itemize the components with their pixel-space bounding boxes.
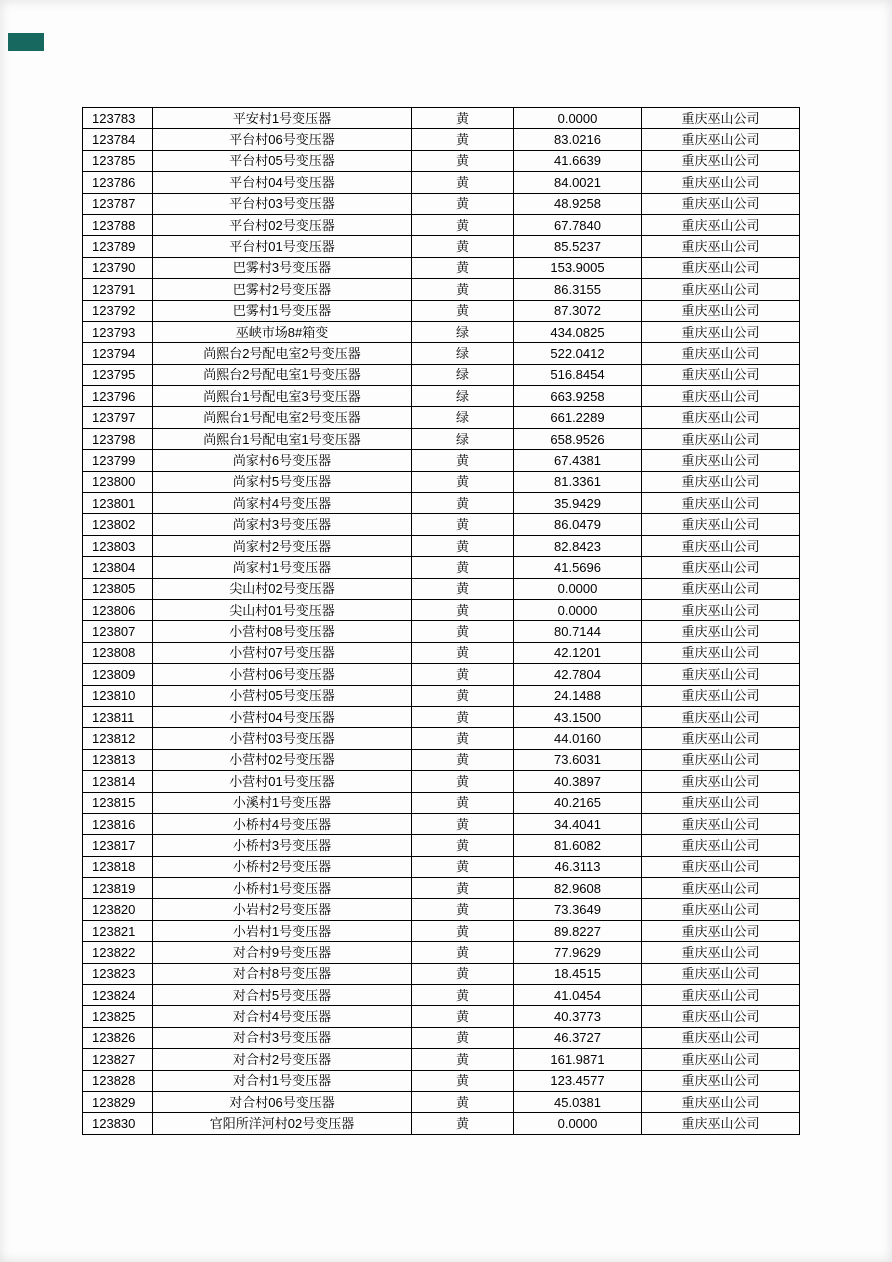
cell-name: 对合村4号变压器 — [153, 1006, 412, 1027]
cell-name: 小营村04号变压器 — [153, 706, 412, 727]
cell-name: 小桥村1号变压器 — [153, 878, 412, 899]
table-row — [83, 706, 800, 727]
cell-company: 重庆巫山公司 — [642, 129, 800, 150]
cell-value: 663.9258 — [514, 386, 642, 407]
table-row — [83, 856, 800, 877]
cell-company: 重庆巫山公司 — [642, 214, 800, 235]
cell-company: 重庆巫山公司 — [642, 942, 800, 963]
cell-name: 小营村01号变压器 — [153, 771, 412, 792]
cell-id: 123806 — [83, 599, 153, 620]
cell-status: 黄 — [412, 706, 514, 727]
cell-name: 小营村06号变压器 — [153, 664, 412, 685]
cell-name: 小岩村1号变压器 — [153, 920, 412, 941]
cell-value: 67.4381 — [514, 450, 642, 471]
cell-value: 83.0216 — [514, 129, 642, 150]
cell-value: 516.8454 — [514, 364, 642, 385]
cell-value: 73.3649 — [514, 899, 642, 920]
cell-value: 67.7840 — [514, 214, 642, 235]
cell-id: 123816 — [83, 813, 153, 834]
cell-name: 尖山村02号变压器 — [153, 578, 412, 599]
cell-name: 小营村02号变压器 — [153, 749, 412, 770]
table-row — [83, 386, 800, 407]
cell-company: 重庆巫山公司 — [642, 471, 800, 492]
cell-status: 黄 — [412, 856, 514, 877]
cell-id: 123814 — [83, 771, 153, 792]
cell-company: 重庆巫山公司 — [642, 193, 800, 214]
cell-name: 尚家村3号变压器 — [153, 514, 412, 535]
cell-id: 123788 — [83, 214, 153, 235]
cell-company: 重庆巫山公司 — [642, 728, 800, 749]
cell-id: 123809 — [83, 664, 153, 685]
cell-id: 123803 — [83, 535, 153, 556]
cell-name: 尚家村4号变压器 — [153, 493, 412, 514]
cell-status: 黄 — [412, 535, 514, 556]
cell-name: 巴雾村3号变压器 — [153, 257, 412, 278]
cell-status: 黄 — [412, 214, 514, 235]
cell-value: 41.0454 — [514, 985, 642, 1006]
cell-status: 黄 — [412, 728, 514, 749]
cell-status: 黄 — [412, 172, 514, 193]
cell-status: 黄 — [412, 1091, 514, 1112]
cell-status: 黄 — [412, 963, 514, 984]
cell-company: 重庆巫山公司 — [642, 321, 800, 342]
cell-value: 85.5237 — [514, 236, 642, 257]
table-row — [83, 108, 800, 129]
cell-status: 黄 — [412, 878, 514, 899]
cell-id: 123786 — [83, 172, 153, 193]
table-row — [83, 664, 800, 685]
cell-name: 小营村08号变压器 — [153, 621, 412, 642]
cell-value: 45.0381 — [514, 1091, 642, 1112]
table-row — [83, 878, 800, 899]
cell-status: 黄 — [412, 279, 514, 300]
cell-id: 123789 — [83, 236, 153, 257]
cell-value: 82.8423 — [514, 535, 642, 556]
cell-company: 重庆巫山公司 — [642, 856, 800, 877]
cell-status: 黄 — [412, 664, 514, 685]
cell-value: 80.7144 — [514, 621, 642, 642]
table-row — [83, 621, 800, 642]
cell-value: 661.2289 — [514, 407, 642, 428]
cell-id: 123827 — [83, 1049, 153, 1070]
cell-status: 黄 — [412, 835, 514, 856]
cell-name: 尖山村01号变压器 — [153, 599, 412, 620]
cell-name: 尚熙台2号配电室1号变压器 — [153, 364, 412, 385]
table-row — [83, 321, 800, 342]
cell-id: 123824 — [83, 985, 153, 1006]
cell-id: 123808 — [83, 642, 153, 663]
cell-company: 重庆巫山公司 — [642, 257, 800, 278]
cell-company: 重庆巫山公司 — [642, 813, 800, 834]
cell-status: 黄 — [412, 300, 514, 321]
cell-value: 44.0160 — [514, 728, 642, 749]
cell-name: 对合村9号变压器 — [153, 942, 412, 963]
cell-value: 0.0000 — [514, 1113, 642, 1134]
cell-name: 平台村06号变压器 — [153, 129, 412, 150]
cell-status: 黄 — [412, 920, 514, 941]
cell-company: 重庆巫山公司 — [642, 493, 800, 514]
table-row — [83, 428, 800, 449]
cell-id: 123829 — [83, 1091, 153, 1112]
cell-name: 巫峡市场8#箱变 — [153, 321, 412, 342]
cell-company: 重庆巫山公司 — [642, 771, 800, 792]
cell-value: 87.3072 — [514, 300, 642, 321]
table-row — [83, 257, 800, 278]
cell-name: 尚熙台1号配电室2号变压器 — [153, 407, 412, 428]
table-row — [83, 471, 800, 492]
cell-status: 黄 — [412, 236, 514, 257]
cell-company: 重庆巫山公司 — [642, 1006, 800, 1027]
table-row — [83, 728, 800, 749]
cell-company: 重庆巫山公司 — [642, 749, 800, 770]
cell-status: 绿 — [412, 321, 514, 342]
table-row — [83, 514, 800, 535]
table-row — [83, 129, 800, 150]
table-row — [83, 214, 800, 235]
cell-company: 重庆巫山公司 — [642, 407, 800, 428]
cell-id: 123791 — [83, 279, 153, 300]
cell-value: 35.9429 — [514, 493, 642, 514]
cell-company: 重庆巫山公司 — [642, 1113, 800, 1134]
table-row — [83, 599, 800, 620]
cell-id: 123820 — [83, 899, 153, 920]
table-row — [83, 1091, 800, 1112]
cell-value: 81.3361 — [514, 471, 642, 492]
cell-value: 48.9258 — [514, 193, 642, 214]
cell-value: 81.6082 — [514, 835, 642, 856]
table-row — [83, 535, 800, 556]
cell-value: 86.0479 — [514, 514, 642, 535]
cell-status: 黄 — [412, 985, 514, 1006]
table-row — [83, 963, 800, 984]
cell-company: 重庆巫山公司 — [642, 450, 800, 471]
cell-status: 黄 — [412, 257, 514, 278]
cell-id: 123821 — [83, 920, 153, 941]
cell-id: 123802 — [83, 514, 153, 535]
cell-status: 黄 — [412, 578, 514, 599]
table-row — [83, 557, 800, 578]
cell-status: 黄 — [412, 813, 514, 834]
cell-company: 重庆巫山公司 — [642, 236, 800, 257]
table-row — [83, 1027, 800, 1048]
cell-company: 重庆巫山公司 — [642, 706, 800, 727]
cell-name: 平台村01号变压器 — [153, 236, 412, 257]
cell-name: 平台村02号变压器 — [153, 214, 412, 235]
cell-status: 绿 — [412, 364, 514, 385]
cell-name: 小营村05号变压器 — [153, 685, 412, 706]
cell-value: 84.0021 — [514, 172, 642, 193]
cell-status: 黄 — [412, 450, 514, 471]
corner-mark — [8, 33, 44, 51]
table-row — [83, 920, 800, 941]
cell-name: 小桥村3号变压器 — [153, 835, 412, 856]
table-row — [83, 279, 800, 300]
cell-id: 123800 — [83, 471, 153, 492]
table-row — [83, 493, 800, 514]
cell-id: 123792 — [83, 300, 153, 321]
cell-status: 黄 — [412, 1113, 514, 1134]
cell-id: 123825 — [83, 1006, 153, 1027]
cell-status: 黄 — [412, 514, 514, 535]
cell-company: 重庆巫山公司 — [642, 514, 800, 535]
table-row — [83, 578, 800, 599]
cell-value: 658.9526 — [514, 428, 642, 449]
cell-id: 123796 — [83, 386, 153, 407]
cell-company: 重庆巫山公司 — [642, 899, 800, 920]
cell-id: 123799 — [83, 450, 153, 471]
cell-company: 重庆巫山公司 — [642, 1027, 800, 1048]
cell-name: 尚家村5号变压器 — [153, 471, 412, 492]
cell-id: 123787 — [83, 193, 153, 214]
cell-value: 42.7804 — [514, 664, 642, 685]
cell-name: 小桥村2号变压器 — [153, 856, 412, 877]
cell-status: 黄 — [412, 493, 514, 514]
cell-company: 重庆巫山公司 — [642, 985, 800, 1006]
cell-name: 尚熙台1号配电室3号变压器 — [153, 386, 412, 407]
cell-company: 重庆巫山公司 — [642, 664, 800, 685]
table-row — [83, 985, 800, 1006]
cell-id: 123794 — [83, 343, 153, 364]
cell-status: 黄 — [412, 108, 514, 129]
cell-status: 黄 — [412, 1049, 514, 1070]
cell-status: 黄 — [412, 621, 514, 642]
cell-value: 77.9629 — [514, 942, 642, 963]
table-row — [83, 364, 800, 385]
cell-name: 尚家村2号变压器 — [153, 535, 412, 556]
cell-name: 小营村03号变压器 — [153, 728, 412, 749]
cell-name: 尚家村1号变压器 — [153, 557, 412, 578]
cell-status: 黄 — [412, 599, 514, 620]
cell-status: 黄 — [412, 642, 514, 663]
table-row — [83, 685, 800, 706]
cell-id: 123813 — [83, 749, 153, 770]
cell-value: 82.9608 — [514, 878, 642, 899]
table-row — [83, 771, 800, 792]
cell-value: 40.2165 — [514, 792, 642, 813]
cell-id: 123819 — [83, 878, 153, 899]
cell-company: 重庆巫山公司 — [642, 557, 800, 578]
cell-value: 46.3113 — [514, 856, 642, 877]
cell-status: 黄 — [412, 471, 514, 492]
cell-name: 尚熙台1号配电室1号变压器 — [153, 428, 412, 449]
cell-value: 41.6639 — [514, 150, 642, 171]
cell-status: 绿 — [412, 343, 514, 364]
cell-value: 89.8227 — [514, 920, 642, 941]
cell-id: 123826 — [83, 1027, 153, 1048]
table-row — [83, 642, 800, 663]
cell-status: 黄 — [412, 1006, 514, 1027]
cell-value: 46.3727 — [514, 1027, 642, 1048]
cell-company: 重庆巫山公司 — [642, 835, 800, 856]
cell-id: 123812 — [83, 728, 153, 749]
cell-company: 重庆巫山公司 — [642, 364, 800, 385]
cell-value: 18.4515 — [514, 963, 642, 984]
cell-id: 123828 — [83, 1070, 153, 1091]
cell-company: 重庆巫山公司 — [642, 642, 800, 663]
table-row — [83, 749, 800, 770]
table-row — [83, 172, 800, 193]
cell-id: 123795 — [83, 364, 153, 385]
cell-id: 123805 — [83, 578, 153, 599]
cell-status: 黄 — [412, 749, 514, 770]
cell-value: 73.6031 — [514, 749, 642, 770]
table-row — [83, 1049, 800, 1070]
cell-company: 重庆巫山公司 — [642, 920, 800, 941]
cell-company: 重庆巫山公司 — [642, 578, 800, 599]
table-row — [83, 407, 800, 428]
cell-id: 123790 — [83, 257, 153, 278]
cell-value: 0.0000 — [514, 108, 642, 129]
cell-id: 123818 — [83, 856, 153, 877]
cell-id: 123784 — [83, 129, 153, 150]
cell-company: 重庆巫山公司 — [642, 172, 800, 193]
cell-status: 绿 — [412, 386, 514, 407]
cell-value: 86.3155 — [514, 279, 642, 300]
cell-value: 153.9005 — [514, 257, 642, 278]
cell-name: 小营村07号变压器 — [153, 642, 412, 663]
cell-id: 123817 — [83, 835, 153, 856]
cell-name: 巴雾村1号变压器 — [153, 300, 412, 321]
cell-value: 522.0412 — [514, 343, 642, 364]
table-row — [83, 1006, 800, 1027]
cell-value: 434.0825 — [514, 321, 642, 342]
cell-id: 123797 — [83, 407, 153, 428]
cell-name: 平安村1号变压器 — [153, 108, 412, 129]
cell-company: 重庆巫山公司 — [642, 1091, 800, 1112]
cell-id: 123801 — [83, 493, 153, 514]
table-row — [83, 813, 800, 834]
cell-company: 重庆巫山公司 — [642, 108, 800, 129]
cell-company: 重庆巫山公司 — [642, 963, 800, 984]
cell-company: 重庆巫山公司 — [642, 621, 800, 642]
cell-status: 黄 — [412, 792, 514, 813]
table-row — [83, 835, 800, 856]
cell-id: 123807 — [83, 621, 153, 642]
table-row — [83, 792, 800, 813]
cell-name: 尚熙台2号配电室2号变压器 — [153, 343, 412, 364]
cell-name: 小桥村4号变压器 — [153, 813, 412, 834]
cell-company: 重庆巫山公司 — [642, 343, 800, 364]
table-row — [83, 300, 800, 321]
cell-value: 161.9871 — [514, 1049, 642, 1070]
cell-id: 123822 — [83, 942, 153, 963]
cell-value: 42.1201 — [514, 642, 642, 663]
cell-name: 平台村03号变压器 — [153, 193, 412, 214]
cell-name: 小岩村2号变压器 — [153, 899, 412, 920]
cell-id: 123823 — [83, 963, 153, 984]
cell-company: 重庆巫山公司 — [642, 792, 800, 813]
cell-value: 41.5696 — [514, 557, 642, 578]
cell-company: 重庆巫山公司 — [642, 685, 800, 706]
cell-value: 43.1500 — [514, 706, 642, 727]
table-row — [83, 343, 800, 364]
cell-id: 123815 — [83, 792, 153, 813]
transformer-table — [82, 107, 800, 1135]
cell-id: 123804 — [83, 557, 153, 578]
cell-company: 重庆巫山公司 — [642, 535, 800, 556]
cell-status: 黄 — [412, 942, 514, 963]
cell-status: 黄 — [412, 1027, 514, 1048]
cell-id: 123830 — [83, 1113, 153, 1134]
cell-value: 34.4041 — [514, 813, 642, 834]
cell-name: 对合村8号变压器 — [153, 963, 412, 984]
cell-id: 123783 — [83, 108, 153, 129]
table-row — [83, 942, 800, 963]
cell-status: 黄 — [412, 129, 514, 150]
cell-status: 黄 — [412, 685, 514, 706]
cell-id: 123785 — [83, 150, 153, 171]
cell-company: 重庆巫山公司 — [642, 150, 800, 171]
cell-value: 123.4577 — [514, 1070, 642, 1091]
cell-company: 重庆巫山公司 — [642, 300, 800, 321]
table-row — [83, 150, 800, 171]
table-row — [83, 236, 800, 257]
cell-name: 对合村3号变压器 — [153, 1027, 412, 1048]
cell-value: 0.0000 — [514, 599, 642, 620]
cell-status: 黄 — [412, 557, 514, 578]
cell-name: 官阳所洋河村02号变压器 — [153, 1113, 412, 1134]
cell-company: 重庆巫山公司 — [642, 878, 800, 899]
cell-status: 黄 — [412, 771, 514, 792]
table-row — [83, 1113, 800, 1134]
cell-id: 123810 — [83, 685, 153, 706]
cell-company: 重庆巫山公司 — [642, 599, 800, 620]
cell-id: 123811 — [83, 706, 153, 727]
cell-status: 绿 — [412, 407, 514, 428]
cell-company: 重庆巫山公司 — [642, 1070, 800, 1091]
cell-company: 重庆巫山公司 — [642, 1049, 800, 1070]
table-row — [83, 193, 800, 214]
cell-value: 40.3773 — [514, 1006, 642, 1027]
table-row — [83, 899, 800, 920]
cell-name: 平台村05号变压器 — [153, 150, 412, 171]
cell-status: 黄 — [412, 193, 514, 214]
cell-value: 24.1488 — [514, 685, 642, 706]
cell-value: 40.3897 — [514, 771, 642, 792]
cell-name: 对合村2号变压器 — [153, 1049, 412, 1070]
cell-name: 平台村04号变压器 — [153, 172, 412, 193]
cell-company: 重庆巫山公司 — [642, 386, 800, 407]
cell-name: 小溪村1号变压器 — [153, 792, 412, 813]
cell-name: 对合村06号变压器 — [153, 1091, 412, 1112]
cell-status: 绿 — [412, 428, 514, 449]
cell-company: 重庆巫山公司 — [642, 279, 800, 300]
cell-status: 黄 — [412, 1070, 514, 1091]
table-row — [83, 1070, 800, 1091]
cell-name: 巴雾村2号变压器 — [153, 279, 412, 300]
cell-company: 重庆巫山公司 — [642, 428, 800, 449]
cell-status: 黄 — [412, 150, 514, 171]
cell-name: 对合村5号变压器 — [153, 985, 412, 1006]
cell-name: 尚家村6号变压器 — [153, 450, 412, 471]
cell-id: 123793 — [83, 321, 153, 342]
cell-name: 对合村1号变压器 — [153, 1070, 412, 1091]
table-row — [83, 450, 800, 471]
cell-status: 黄 — [412, 899, 514, 920]
cell-id: 123798 — [83, 428, 153, 449]
cell-value: 0.0000 — [514, 578, 642, 599]
